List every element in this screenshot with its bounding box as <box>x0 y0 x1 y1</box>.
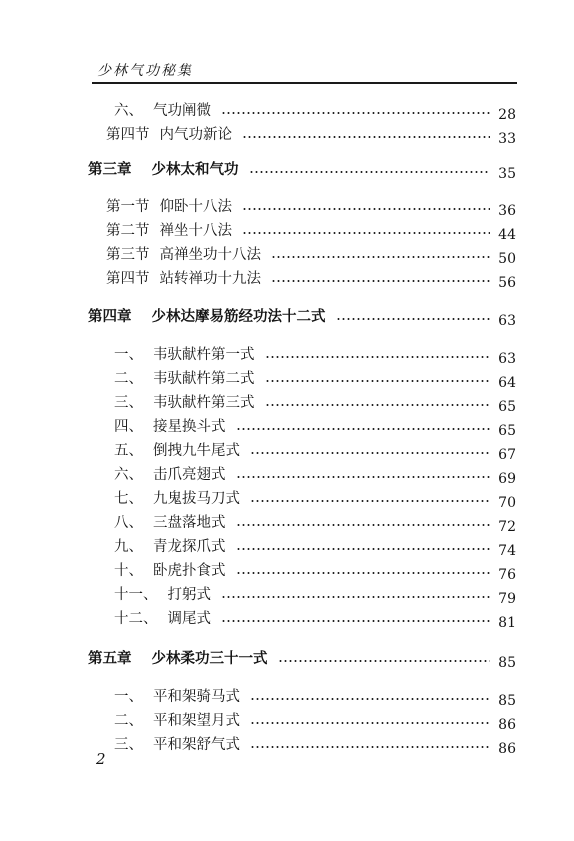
toc-entry-title: 平和架舒气式 <box>153 737 240 753</box>
toc-entry-page: 74 <box>498 543 516 559</box>
dot-leader <box>242 231 490 235</box>
dot-leader <box>278 659 491 663</box>
toc-entry-number: 第四节 <box>106 271 150 287</box>
toc-entry-page: 79 <box>498 591 516 607</box>
toc-entry-title: 高禅坐功十八法 <box>159 247 261 263</box>
toc-entry-number: 十、 <box>114 563 143 579</box>
toc-entry-number: 第一节 <box>106 199 150 215</box>
toc-entry <box>106 266 516 291</box>
toc-entry <box>106 194 516 219</box>
toc-entry-number: 十一、 <box>114 587 158 603</box>
dot-leader <box>250 697 490 701</box>
toc-entry <box>114 390 516 415</box>
toc-entry-number: 第五章 <box>88 650 132 667</box>
toc-entry-title: 打躬式 <box>167 587 211 603</box>
toc-entry-page: 35 <box>498 166 516 182</box>
toc-entry <box>106 218 516 243</box>
dot-leader <box>236 571 491 575</box>
toc-entry-page: 33 <box>498 131 516 147</box>
toc-entry-page: 85 <box>498 655 516 671</box>
toc-entry-page: 63 <box>498 313 516 329</box>
toc-entry-page: 36 <box>498 203 516 219</box>
dot-leader <box>236 523 491 527</box>
toc-entry <box>114 414 516 439</box>
toc-entry-title: 韦驮献杵第二式 <box>153 371 255 387</box>
dot-leader <box>236 547 491 551</box>
page-number: 2 <box>96 750 106 768</box>
toc-entry-page: 44 <box>498 227 516 243</box>
toc-entry-page: 65 <box>498 423 516 439</box>
toc-entry <box>106 122 516 147</box>
toc-entry-page: 86 <box>498 717 516 733</box>
toc-entry-number: 第四节 <box>106 127 150 143</box>
dot-leader <box>271 255 490 259</box>
toc-entry-number: 第二节 <box>106 223 150 239</box>
toc-entry <box>114 462 516 487</box>
toc-entry-page: 85 <box>498 693 516 709</box>
toc-entry-title: 少林太和气功 <box>151 161 239 178</box>
toc-entry-page: 67 <box>498 447 516 463</box>
toc-entry-page: 76 <box>498 567 516 583</box>
toc-entry-number: 第四章 <box>88 308 132 325</box>
toc-entry <box>114 534 516 559</box>
toc-chapter-entry <box>88 157 516 182</box>
dot-leader <box>250 745 490 749</box>
toc-entry-page: 86 <box>498 741 516 757</box>
toc-entry-number: 五、 <box>114 443 143 459</box>
dot-leader <box>221 595 490 599</box>
toc-entry-number: 九、 <box>114 539 143 555</box>
toc-entry <box>114 606 516 631</box>
toc-entry-number: 六、 <box>114 103 143 119</box>
dot-leader <box>249 170 491 174</box>
toc-entry-page: 50 <box>498 251 516 267</box>
dot-leader <box>265 403 491 407</box>
toc-entry-title: 九鬼拔马刀式 <box>153 491 240 507</box>
toc-entry-number: 二、 <box>114 713 143 729</box>
dot-leader <box>265 355 491 359</box>
toc-entry-title: 倒拽九牛尾式 <box>153 443 240 459</box>
dot-leader <box>271 279 490 283</box>
toc-entry-title: 青龙探爪式 <box>153 539 226 555</box>
toc-entry-title: 少林达摩易筋经功法十二式 <box>151 308 326 325</box>
dot-leader <box>221 619 490 623</box>
dot-leader <box>221 111 490 115</box>
toc-entry <box>114 486 516 511</box>
toc-entry <box>114 98 516 123</box>
dot-leader <box>236 475 491 479</box>
dot-leader <box>242 207 490 211</box>
toc-entry <box>114 582 516 607</box>
toc-entry-number: 二、 <box>114 371 143 387</box>
toc-entry <box>114 684 516 709</box>
toc-entry-page: 70 <box>498 495 516 511</box>
toc-entry-title: 少林柔功三十一式 <box>151 650 268 667</box>
toc-entry-number: 三、 <box>114 395 143 411</box>
toc-entry <box>114 342 516 367</box>
toc-entry-number: 四、 <box>114 419 143 435</box>
toc-entry-title: 韦驮献杵第三式 <box>153 395 255 411</box>
dot-leader <box>236 427 491 431</box>
toc-entry-title: 击爪亮翅式 <box>153 467 226 483</box>
toc-entry-title: 平和架望月式 <box>153 713 240 729</box>
toc-entry-page: 69 <box>498 471 516 487</box>
toc-entry-number: 三、 <box>114 737 143 753</box>
running-header: 少林气功秘集 <box>97 63 193 79</box>
toc-entry-number: 第三章 <box>88 161 132 178</box>
toc-entry-number: 第三节 <box>106 247 150 263</box>
toc-entry-page: 63 <box>498 351 516 367</box>
toc-entry-title: 平和架骑马式 <box>153 689 240 705</box>
dot-leader <box>265 379 491 383</box>
toc-entry-title: 三盘落地式 <box>153 515 226 531</box>
toc-entry-number: 一、 <box>114 689 143 705</box>
toc-entry-title: 调尾式 <box>167 611 211 627</box>
toc-entry-title: 禅坐十八法 <box>159 223 232 239</box>
toc-entry <box>114 708 516 733</box>
toc-entry-title: 接星换斗式 <box>153 419 226 435</box>
toc-chapter-entry <box>88 304 516 329</box>
dot-leader <box>250 721 490 725</box>
toc-entry-page: 81 <box>498 615 516 631</box>
toc-entry-number: 一、 <box>114 347 143 363</box>
toc-chapter-entry <box>88 646 516 671</box>
dot-leader <box>242 135 490 139</box>
toc-entry-title: 仰卧十八法 <box>159 199 232 215</box>
toc-entry-page: 72 <box>498 519 516 535</box>
toc-entry-page: 64 <box>498 375 516 391</box>
toc-entry <box>114 558 516 583</box>
toc-entry-page: 28 <box>498 107 516 123</box>
toc-entry-number: 六、 <box>114 467 143 483</box>
toc-entry-title: 卧虎扑食式 <box>153 563 226 579</box>
dot-leader <box>336 317 491 321</box>
header-rule <box>92 82 517 84</box>
toc-entry-title: 气功阐微 <box>153 103 211 119</box>
toc-entry <box>114 732 516 757</box>
toc-entry-title: 内气功新论 <box>159 127 232 143</box>
toc-entry-number: 八、 <box>114 515 143 531</box>
toc-entry-title: 站转禅功十九法 <box>159 271 261 287</box>
toc-entry-page: 65 <box>498 399 516 415</box>
toc-entry <box>114 438 516 463</box>
toc-entry-page: 56 <box>498 275 516 291</box>
toc-entry-number: 七、 <box>114 491 143 507</box>
toc-entry-number: 十二、 <box>114 611 158 627</box>
toc-entry <box>106 242 516 267</box>
toc-entry <box>114 510 516 535</box>
dot-leader <box>250 499 490 503</box>
toc-entry-title: 韦驮献杵第一式 <box>153 347 255 363</box>
toc-entry <box>114 366 516 391</box>
dot-leader <box>250 451 490 455</box>
